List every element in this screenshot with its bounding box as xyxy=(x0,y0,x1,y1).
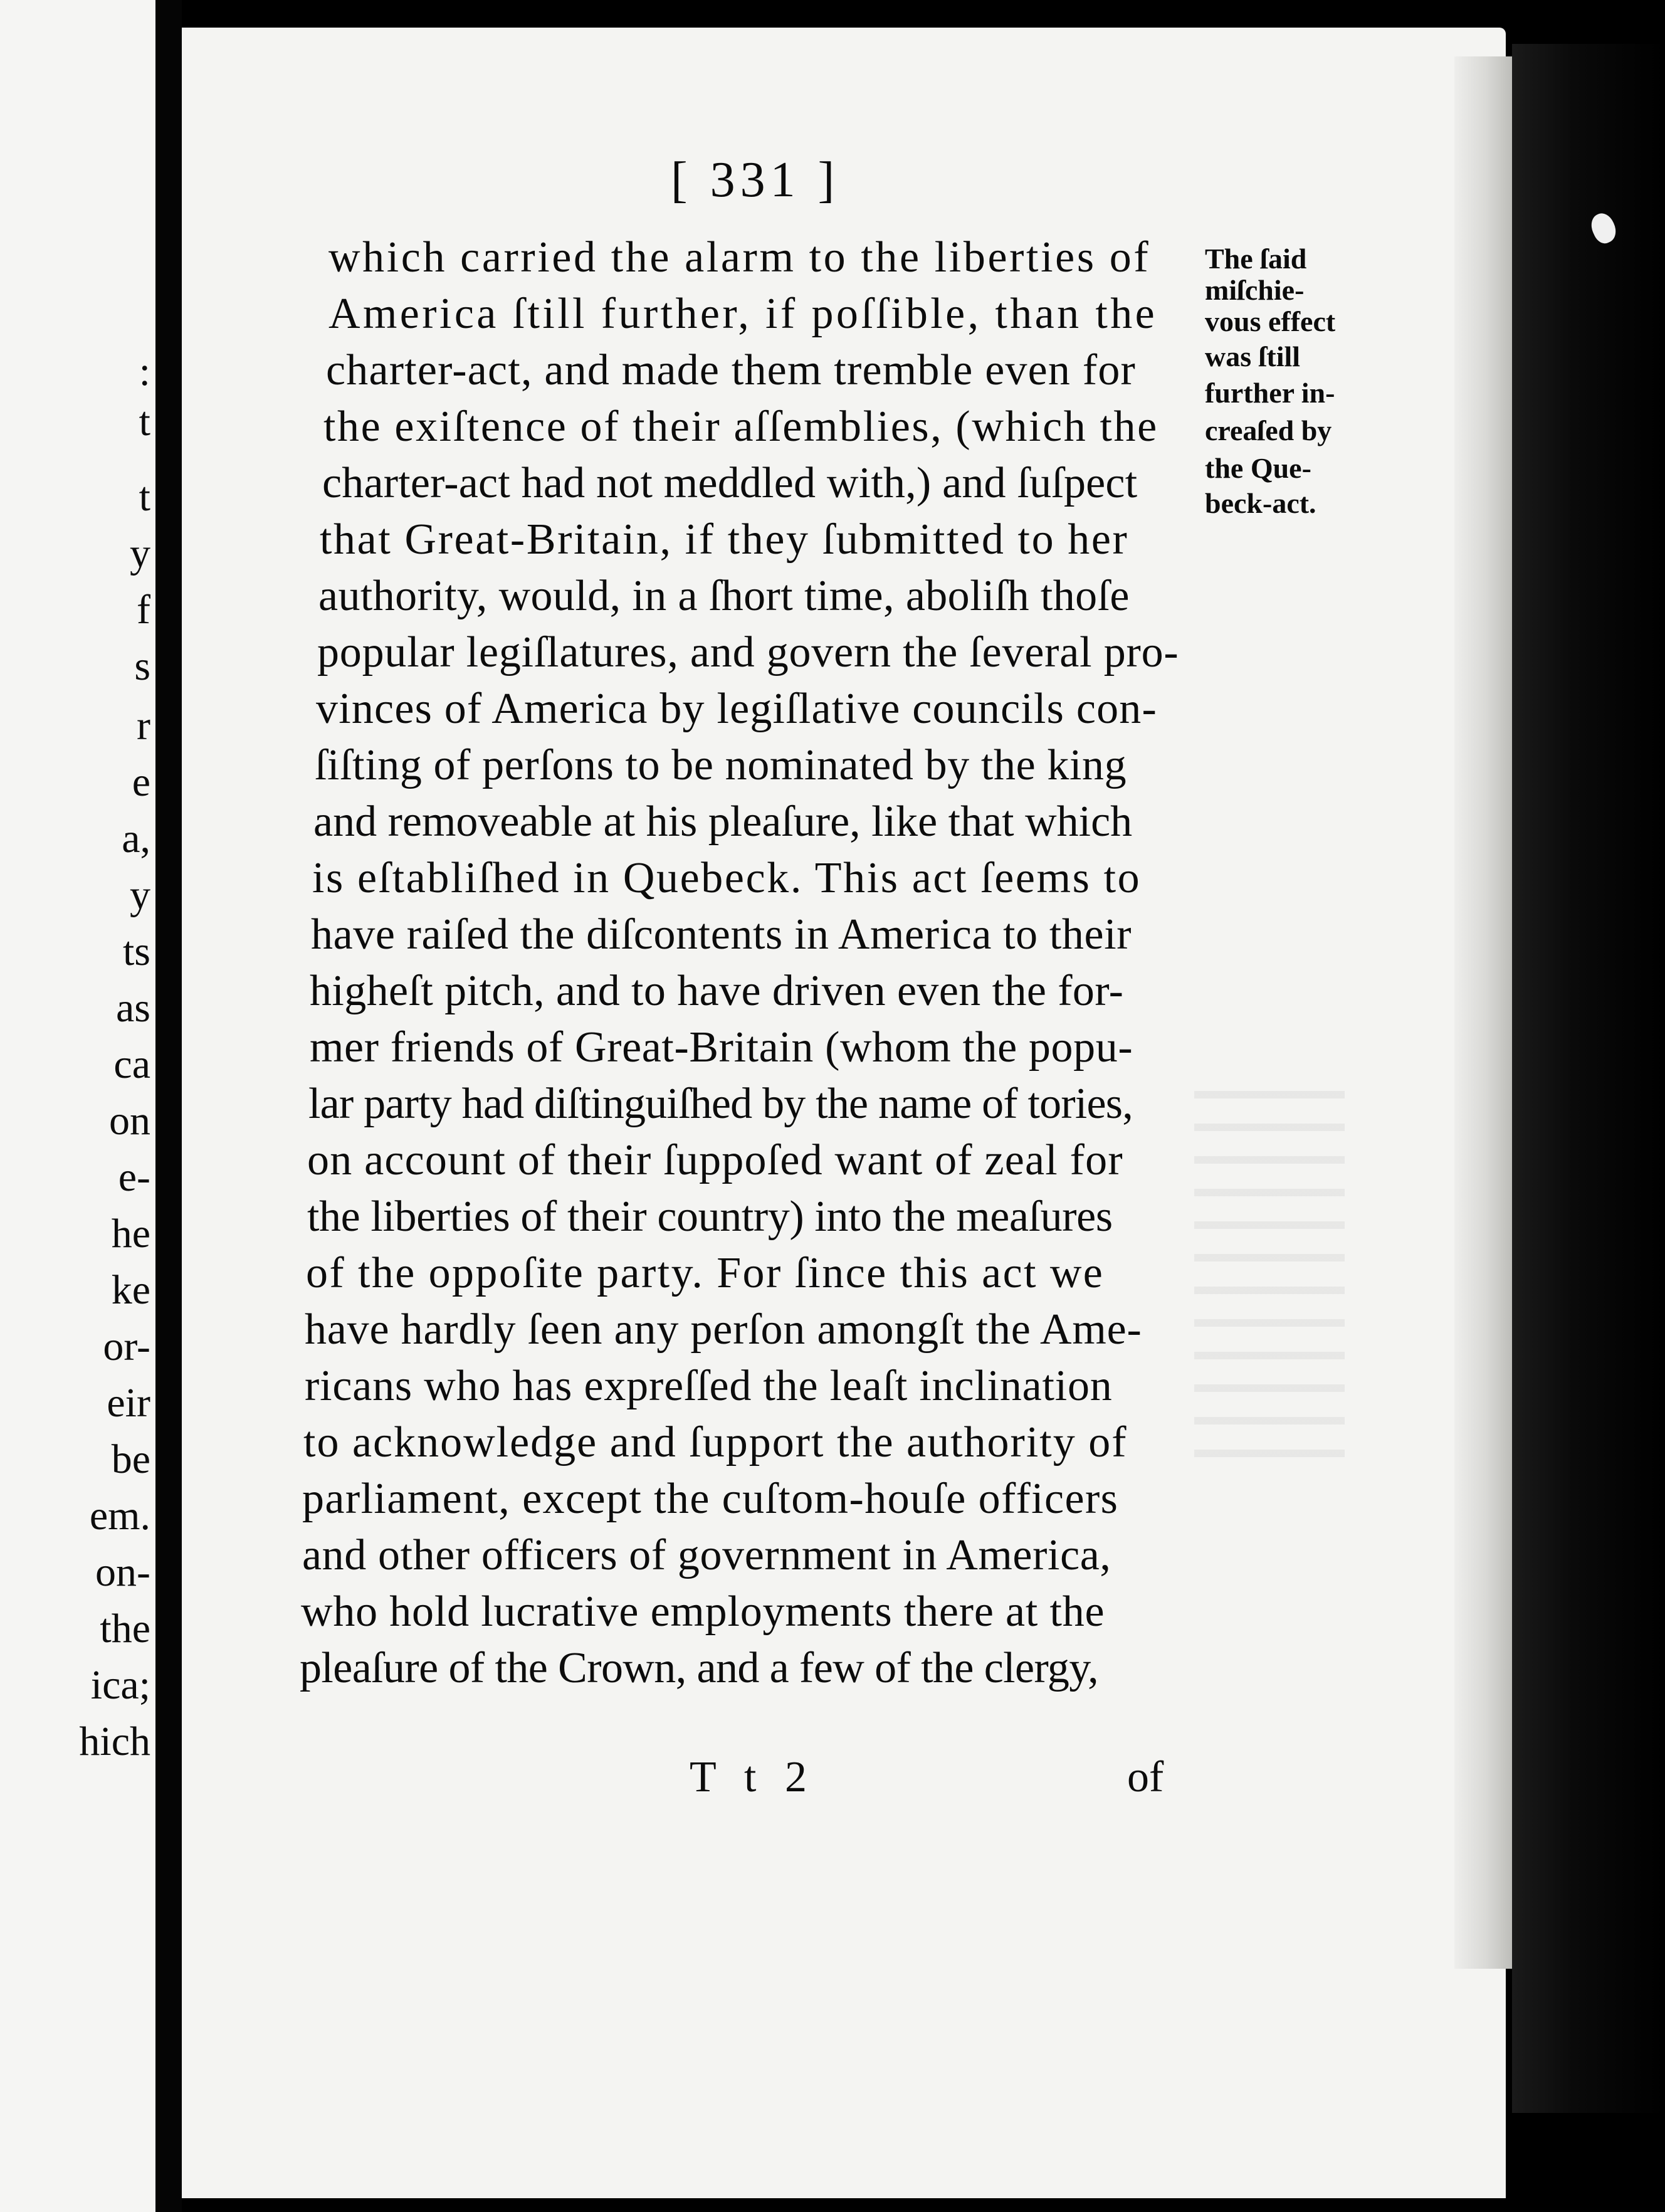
gutter-shadow xyxy=(155,0,182,2212)
marginal-note-line: the Que- xyxy=(1205,452,1311,484)
left-page-fragment: e xyxy=(132,759,150,805)
body-line: parliament, except the cuſtom-houſe officers xyxy=(302,1475,1119,1523)
left-page-fragment: s xyxy=(134,643,150,689)
body-line: that Great-Britain, if they ſubmitted to her xyxy=(320,515,1129,564)
left-page-fragment: hich xyxy=(79,1719,150,1764)
left-page-fragment: f xyxy=(137,587,150,633)
body-line: vinces of America by legiſlative councils con- xyxy=(316,685,1157,733)
body-line: charter-act had not meddled with,) and ſuſpect xyxy=(322,459,1138,507)
left-page-fragment: ica; xyxy=(90,1662,150,1708)
left-page-fragment: or- xyxy=(103,1324,150,1369)
left-page-fragment: : xyxy=(139,349,150,394)
marginal-note-line: miſchie- xyxy=(1205,274,1305,306)
body-line: have hardly ſeen any perſon amongſt the Ame- xyxy=(305,1305,1142,1354)
left-page-fragment: r xyxy=(137,703,150,749)
body-line: the exiſtence of their aſſemblies, (which the xyxy=(323,403,1158,451)
left-page-fragment: t xyxy=(139,474,150,520)
left-page-fragment: he xyxy=(111,1211,150,1256)
body-line: popular legiſlatures, and govern the ſeveral pro- xyxy=(317,628,1179,677)
page-edge-strip xyxy=(1454,56,1512,1969)
marginal-note-line: vous effect xyxy=(1205,305,1336,337)
left-page-fragment: ca xyxy=(113,1041,150,1087)
body-line: have raiſed the diſcontents in America to their xyxy=(311,910,1132,959)
body-line: of the oppoſite party. For ſince this act we xyxy=(306,1249,1105,1297)
body-line: and removeable at his pleaſure, like that which xyxy=(313,798,1133,846)
left-page-fragment: e- xyxy=(118,1154,150,1200)
left-page-fragment: as xyxy=(116,985,150,1031)
marginal-note-line: further in- xyxy=(1205,377,1335,409)
left-page-fragment: be xyxy=(111,1436,150,1482)
marginal-note-line: was ſtill xyxy=(1205,340,1301,372)
show-through-ghost-text xyxy=(1194,1066,1345,1473)
body-line: ſiſting of perſons to be nominated by the king xyxy=(315,741,1127,789)
body-line: who hold lucrative employments there at the xyxy=(301,1588,1105,1636)
left-page-fragment: t xyxy=(139,399,150,445)
page-edges xyxy=(1512,44,1665,2113)
left-page-fragment: on- xyxy=(95,1549,150,1595)
body-line: mer friends of Great-Britain (whom the popu- xyxy=(310,1023,1133,1072)
body-line: charter-act, and made them tremble even for xyxy=(326,346,1137,394)
left-facing-page xyxy=(0,0,155,2212)
marginal-note-line: creaſed by xyxy=(1205,414,1332,446)
signature-mark: T t 2 xyxy=(690,1753,816,1801)
body-line: America ſtill further, if poſſible, than the xyxy=(328,290,1158,338)
body-line: the liberties of their country) into the meaſures xyxy=(307,1193,1113,1241)
left-page-fragment: eir xyxy=(107,1380,150,1426)
marginal-note-line: beck-act. xyxy=(1205,487,1316,519)
body-line: ricans who has expreſſed the leaſt inclination xyxy=(305,1362,1113,1410)
page-number: [ 331 ] xyxy=(671,152,840,208)
body-line: higheſt pitch, and to have driven even the for- xyxy=(310,967,1124,1015)
left-page-fragment: the xyxy=(100,1606,150,1651)
body-line: lar party had diſtinguiſhed by the name of tories, xyxy=(308,1080,1133,1128)
left-page-fragment: a, xyxy=(122,816,150,861)
body-line: which carried the alarm to the liberties of xyxy=(328,233,1151,282)
body-line: to acknowledge and ſupport the authority of xyxy=(303,1418,1128,1467)
left-page-fragment: y xyxy=(130,530,150,576)
left-page-fragment: ke xyxy=(111,1267,150,1313)
body-line: authority, would, in a ſhort time, aboliſh thoſe xyxy=(318,572,1130,620)
marginal-note-line: The ſaid xyxy=(1205,243,1307,275)
catchword: of xyxy=(1127,1753,1164,1801)
left-page-fragment: y xyxy=(130,872,150,918)
left-page-fragment: ts xyxy=(122,929,150,974)
body-line: is eſtabliſhed in Quebeck. This act ſeems to xyxy=(312,854,1142,902)
left-page-fragment: em. xyxy=(89,1493,150,1539)
body-line: on account of their ſuppoſed want of zeal for xyxy=(307,1136,1123,1184)
left-page-fragment: on xyxy=(109,1098,150,1144)
body-line: pleaſure of the Crown, and a few of the clergy, xyxy=(300,1644,1099,1692)
body-line: and other officers of government in America, xyxy=(302,1531,1111,1579)
